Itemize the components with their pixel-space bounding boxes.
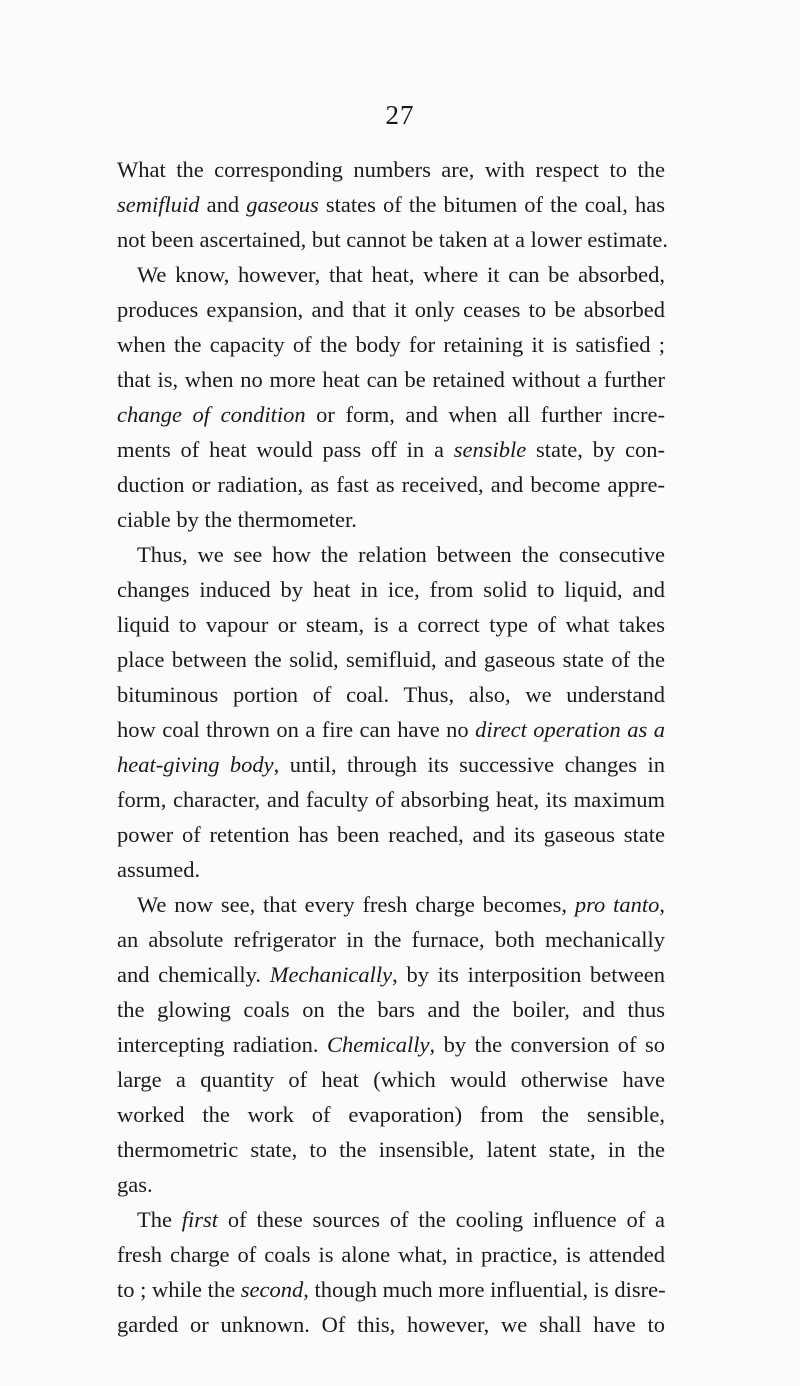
text-line [117, 537, 665, 572]
text-segment: The [137, 1207, 182, 1232]
text-line [117, 1237, 665, 1272]
text-segment: liquid to vapour or steam, is a correct type of what takes [117, 612, 665, 637]
text-segment: assumed. [117, 857, 201, 882]
text-segment: of these sources of the cooling influence of a [218, 1207, 665, 1232]
text-segment: to ; while the [117, 1277, 241, 1302]
text-line [117, 747, 665, 782]
text-line [117, 642, 665, 677]
text-line [117, 362, 665, 397]
text-segment: ments of heat would pass off in a [117, 437, 454, 462]
text-segment: or form, and when all further incre- [305, 402, 665, 427]
text-line [117, 1062, 665, 1097]
text-line [117, 1202, 665, 1237]
text-line [117, 922, 665, 957]
text-segment: duction or radiation, as fast as received, and become appre- [117, 472, 665, 497]
text-line [117, 992, 665, 1027]
text-segment: ciable by the thermometer. [117, 507, 357, 532]
italic-text: sensible [453, 437, 527, 462]
page-number: 27 [385, 100, 415, 130]
italic-text: direct operation as a [475, 717, 665, 742]
text-line [117, 607, 665, 642]
text-line [117, 712, 665, 747]
italic-text: heat-giving body [117, 752, 274, 777]
text-line [117, 782, 665, 817]
text-line [117, 257, 665, 292]
text-segment: place between the solid, semifluid, and gaseous state of the [117, 647, 665, 672]
text-line [117, 1097, 665, 1132]
text-segment: and [199, 192, 247, 217]
italic-text: first [181, 1207, 219, 1232]
text-segment: an absolute refrigerator in the furnace, both mechanically [117, 927, 665, 952]
text-segment: large a quantity of heat (which would otherwise have [117, 1067, 665, 1092]
text-segment: intercepting radiation. [117, 1032, 328, 1057]
text-segment: We now see, that every fresh charge becomes, [137, 892, 575, 917]
text-line [117, 397, 665, 432]
text-line [117, 572, 665, 607]
italic-text: Mechanically [269, 962, 393, 987]
text-line [117, 187, 665, 222]
text-segment: What the corresponding numbers are, with respect to the [117, 157, 665, 182]
text-segment: Thus, we see how the relation between the consecutive [137, 542, 665, 567]
text-segment: states of the bitumen of the coal, has [318, 192, 665, 217]
text-line [117, 887, 665, 922]
text-segment: garded or unknown. Of this, however, we shall have to [117, 1312, 665, 1337]
text-line [117, 432, 665, 467]
text-segment: gas. [117, 1172, 153, 1197]
text-segment: bituminous portion of coal. Thus, also, we understand [117, 682, 665, 707]
text-segment: that is, when no more heat can be retained without a further [117, 367, 665, 392]
text-segment: , though much more influential, is disre- [303, 1277, 666, 1302]
text-line [117, 222, 669, 257]
text-line [117, 152, 665, 187]
text-segment: and chemically. [117, 962, 270, 987]
text-segment: state, by con- [526, 437, 665, 462]
text-segment: worked the work of evaporation) from the sensible, [117, 1102, 665, 1127]
text-segment: , by the conversion of so [429, 1032, 665, 1057]
text-segment: the glowing coals on the bars and the boiler, and thus [117, 997, 665, 1022]
italic-text: semifluid [117, 192, 200, 217]
text-segment: , by its interposition between [392, 962, 665, 987]
text-line [117, 1272, 665, 1307]
text-line [117, 957, 665, 992]
text-line [117, 467, 665, 502]
italic-text: Chemically [327, 1032, 430, 1057]
text-segment: changes induced by heat in ice, from solid to liquid, and [117, 577, 665, 602]
text-segment: form, character, and faculty of absorbing heat, its maximum [117, 787, 665, 812]
text-line [117, 1307, 665, 1342]
text-segment: when the capacity of the body for retaining it is satisfied ; [117, 332, 665, 357]
italic-text: pro tanto [574, 892, 660, 917]
text-line [117, 817, 665, 852]
text-line [117, 327, 665, 362]
text-line [117, 1167, 665, 1202]
text-segment: power of retention has been reached, and its gaseous state [117, 822, 665, 847]
text-line [117, 852, 665, 887]
text-line [117, 1027, 665, 1062]
text-segment: how coal thrown on a fire can have no [117, 717, 476, 742]
text-line [117, 1132, 665, 1167]
text-line [117, 292, 665, 327]
text-segment: produces expansion, and that it only ceases to be absorbed [117, 297, 665, 322]
text-segment: , until, through its successive changes in [273, 752, 665, 777]
text-segment: We know, however, that heat, where it can be absorbed, [137, 262, 665, 287]
text-line [117, 677, 665, 712]
text-segment: fresh charge of coals is alone what, in practice, is attended [117, 1242, 665, 1267]
text-line [117, 502, 665, 537]
text-segment: not been ascertained, but cannot be taken at a lower estimate. [117, 227, 669, 252]
italic-text: second [240, 1277, 304, 1302]
text-segment: thermometric state, to the insensible, latent state, in the [117, 1137, 665, 1162]
italic-text: change of condition [117, 402, 306, 427]
italic-text: gaseous [246, 192, 319, 217]
text-segment: , [659, 892, 665, 917]
body-text [117, 152, 669, 1342]
